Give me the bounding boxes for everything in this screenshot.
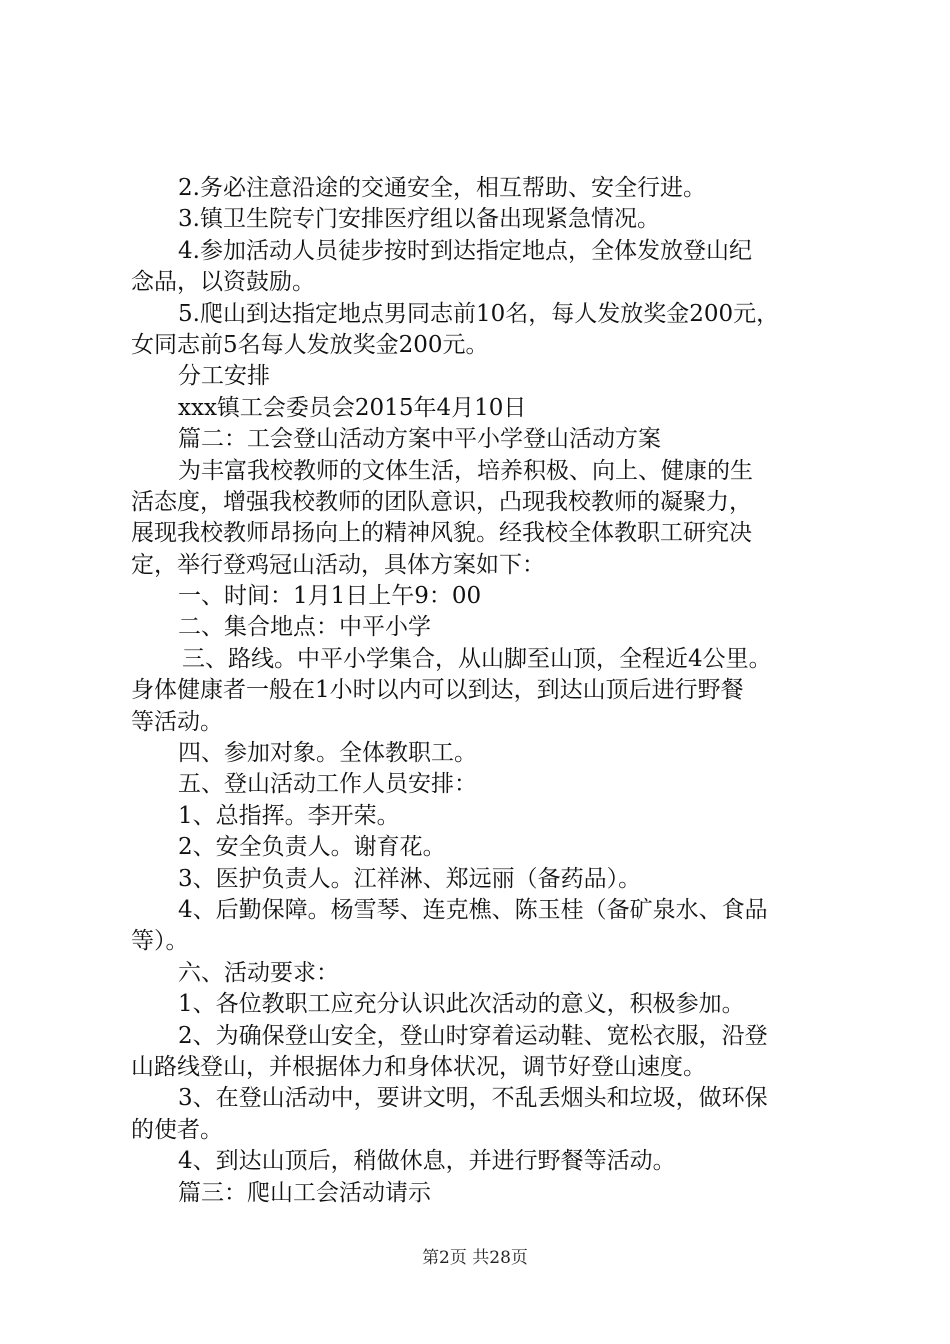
text-line: 定，举行登鸡冠山活动，具体方案如下： — [131, 551, 545, 578]
text-line: 身体健康者一般在1小时以内可以到达，到达山顶后进行野餐 — [131, 677, 744, 704]
text-line: 四、参加对象。全体教职工。 — [178, 740, 477, 767]
text-line: 3、医护负责人。江祥淋、郑远丽（备药品）。 — [178, 865, 642, 892]
text-line: 的使者。 — [131, 1116, 223, 1143]
text-line: 山路线登山，并根据体力和身体状况，调节好登山速度。 — [131, 1053, 706, 1080]
text-line: 六、活动要求： — [178, 959, 339, 986]
text-line: 三、路线。中平小学集合，从山脚至山顶，全程近4公里。 — [182, 645, 772, 672]
text-line: 3.镇卫生院专门安排医疗组以备出现紧急情况。 — [178, 206, 660, 233]
text-line: 活态度，增强我校教师的团队意识，凸现我校教师的凝聚力， — [131, 488, 752, 515]
text-line: 4、到达山顶后，稍做休息，并进行野餐等活动。 — [178, 1148, 676, 1175]
text-line: 念品，以资鼓励。 — [131, 269, 315, 296]
text-line: 2、安全负责人。谢育花。 — [178, 834, 446, 861]
text-line: 等活动。 — [131, 708, 223, 735]
text-line: 3、在登山活动中，要讲文明，不乱丢烟头和垃圾，做环保 — [178, 1085, 768, 1112]
section-heading: 分工安排 — [178, 363, 270, 390]
document-body — [131, 173, 831, 1209]
text-line: 等）。 — [131, 928, 189, 955]
text-line: 女同志前5名每人发放奖金200元。 — [131, 331, 489, 358]
text-line: 1、各位教职工应充分认识此次活动的意义，积极参加。 — [178, 991, 745, 1018]
text-line: 4.参加活动人员徒步按时到达指定地点，全体发放登山纪 — [178, 237, 752, 264]
page-number: 第2页 共28页 — [422, 1248, 528, 1268]
text-line: 4、后勤保障。杨雪琴、连克樵、陈玉桂（备矿泉水、食品 — [178, 896, 768, 923]
text-line: 为丰富我校教师的文体生活，培养积极、向上、健康的生 — [178, 457, 753, 484]
text-line: 2.务必注意沿途的交通安全，相互帮助、安全行进。 — [178, 175, 706, 201]
text-line: 5.爬山到达指定地点男同志前10名，每人发放奖金200元， — [178, 300, 780, 327]
text-line: 2、为确保登山安全，登山时穿着运动鞋、宽松衣服，沿登 — [178, 1022, 768, 1049]
text-line: 1、总指挥。李开荣。 — [178, 802, 400, 829]
text-line: 五、登山活动工作人员安排： — [178, 771, 477, 798]
signature-line: xxx镇工会委员会2015年4月10日 — [178, 394, 527, 421]
text-line: 一、时间：1月1日上午9：00 — [178, 583, 482, 610]
text-line: 二、集合地点：中平小学 — [178, 614, 431, 641]
section-heading: 篇三：爬山工会活动请示 — [178, 1179, 431, 1206]
section-heading: 篇二：工会登山活动方案中平小学登山活动方案 — [178, 426, 661, 453]
text-line: 展现我校教师昂扬向上的精神风貌。经我校全体教职工研究决 — [131, 520, 752, 547]
